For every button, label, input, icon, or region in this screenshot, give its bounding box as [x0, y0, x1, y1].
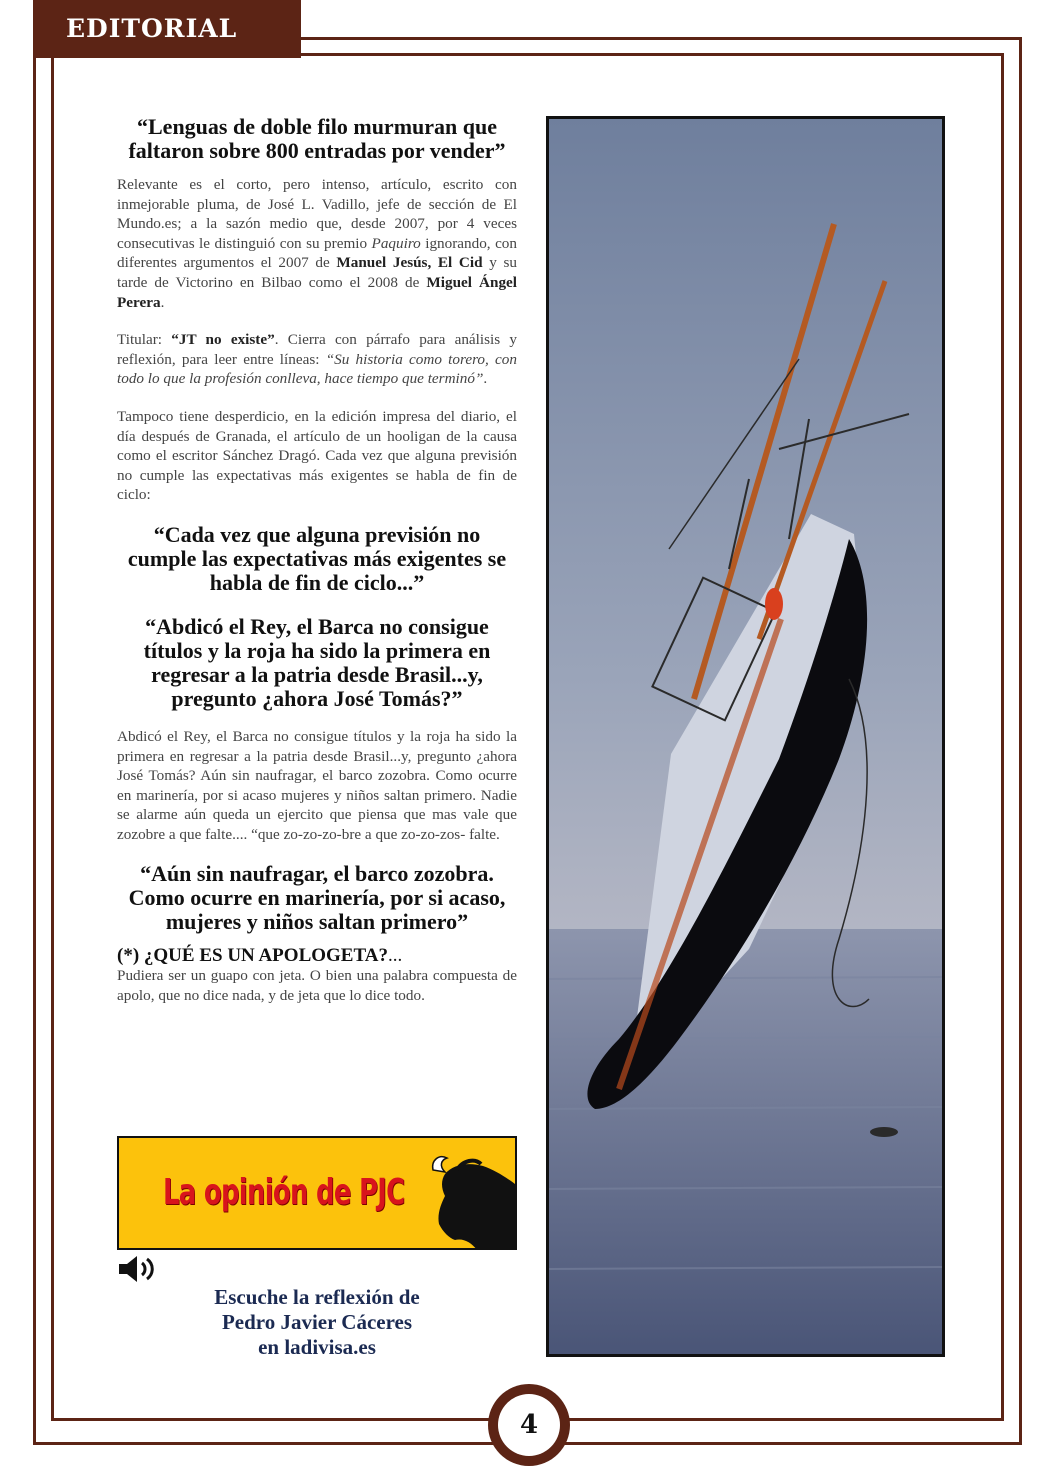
name-el-cid: Manuel Jesús, El Cid: [336, 254, 483, 272]
paragraph-1-text-3: y su tarde de Victorino en Bilbao como el 2008 de: [117, 254, 517, 291]
paragraph-1-text: Relevante es el corto, pero intenso, artículo, escrito con inmejorable pluma, de José L. Vadillo, jefe de sección de El Mundo.es; a la sazón medio que, desde 2007, por 4 veces consecutivas le distinguió con su premio: [117, 176, 517, 252]
speaker-icon[interactable]: [117, 1253, 159, 1285]
apologeta-heading: [117, 946, 517, 966]
listen-link[interactable]: [117, 1285, 517, 1360]
pull-quote-4: “Aún sin naufragar, el barco zozobra. Como ocurre en marinería, por si acaso, mujeres y niños saltan primero”: [128, 861, 506, 935]
name-perera: Miguel Ángel Perera: [117, 273, 517, 311]
paragraph-2-end: .: [483, 370, 488, 388]
paragraph-1-text-2: ignorando, con diferentes argumentos el 2007 de: [117, 234, 517, 272]
apologeta-heading-text: (*) ¿QUÉ ES UN APOLOGETA?: [117, 945, 388, 967]
pull-quote-3: “Abdicó el Rey, el Barca no consigue títulos y la roja ha sido la primera en regresar a la patria desde Brasil...y, pregunto ¿ahora José Tomás?”: [143, 613, 491, 711]
sinking-ship-photo: [546, 116, 945, 1357]
listen-line-3: en ladivisa.es: [258, 1335, 376, 1359]
paragraph-2-text: Titular:: [117, 331, 172, 349]
paragraph-2-text-2: . Cierra con párrafo para análisis y reflexión, para leer entre líneas:: [117, 331, 517, 368]
apologeta-text: Pudiera ser un guapo con jeta. O bien una palabra compuesta de apolo, que no dice nada, y de jeta que lo dice todo.: [117, 967, 517, 1005]
section-label: EDITORIAL: [66, 14, 238, 43]
headline-jt: “JT no existe”: [171, 331, 275, 349]
banner-title: La opinión de PJC: [163, 1172, 405, 1213]
citation: “Su historia como torero, con todo lo que la profesión conlleva, hace tiempo que terminó”: [117, 350, 517, 388]
paragraph-4: Abdicó el Rey, el Barca no consigue títulos y la roja ha sido la primera en regresar a la patria desde Brasil...y, pregunto ¿ahora José Tomás? Aún sin naufragar, el barco zozobra. Como ocurre en marinería, por si acaso mujeres y niños saltan primero. Nadie se alarme aún queda un ejercito que piensa que mas vale que zozobre a que falte.... “que zo-zo-zo-bre a que zo-zo-zos- falte.: [117, 727, 517, 843]
paragraph-3: Tampoco tiene desperdicio, en la edición impresa del diario, el día después de Granada, el artículo de un hooligan de la causa como el escritor Sánchez Dragó. Cada vez que alguna previsión no cumple las expectativas más exigentes se habla de fin de ciclo:: [117, 407, 517, 504]
bull-silhouette-icon: [425, 1148, 515, 1250]
paquiro-award: Paquiro: [371, 234, 421, 252]
paragraph-1: [117, 175, 517, 312]
paragraph-1-end: .: [160, 293, 165, 311]
listen-line-2: Pedro Javier Cáceres: [221, 1310, 413, 1334]
ship-illustration: [549, 119, 942, 1354]
article-column: [117, 115, 517, 1006]
listen-line-1: Escuche la reflexión de: [214, 1285, 420, 1309]
paragraph-2: [117, 330, 517, 389]
pull-quote-1: “Lenguas de doble filo murmuran que faltaron sobre 800 entradas por vender”: [128, 114, 506, 163]
page-number: 4: [519, 1410, 539, 1440]
opinion-banner[interactable]: [117, 1136, 517, 1250]
pull-quote-2: “Cada vez que alguna previsión no cumple las expectativas más exigentes se habla de fin de ciclo...”: [127, 521, 507, 595]
apologeta-heading-dots: ...: [387, 945, 403, 967]
